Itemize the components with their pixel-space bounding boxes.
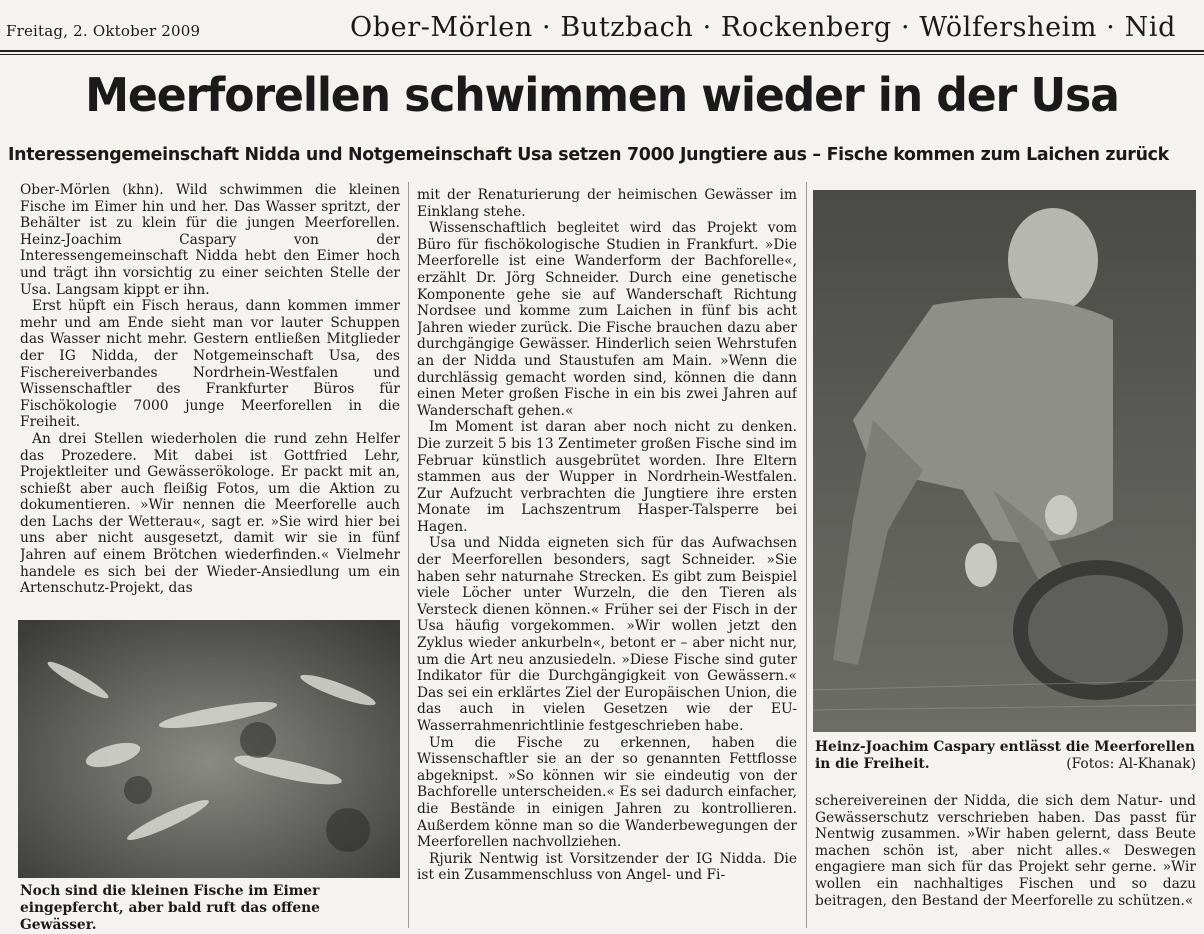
article-column-3 xyxy=(815,793,1196,928)
photo-caption: Noch sind die kleinen Fische im Eimer eingepfercht, aber bald ruft das offene Gewässer. xyxy=(20,883,320,933)
subheadline: Interessengemeinschaft Nidda und Notgemeinschaft Usa setzen 7000 Jungtiere aus – Fische kommen zum Laichen zurück xyxy=(8,145,1169,165)
paragraph: Erst hüpft ein Fisch heraus, dann kommen immer mehr und am Ende sieht man vor lauter Schuppen das Wasser nicht mehr. Gestern entließen Mitglieder der IG Nidda, der Notgemeinschaft Usa, des Fischereiverbandes Nordrhein-Westfalen und Wissenschaftler des Frankfurter Büros für Fischökologie 7000 junge Meerforellen in die Freiheit. xyxy=(20,298,400,431)
article-column-2 xyxy=(417,187,797,928)
paragraph: mit der Renaturierung der heimischen Gewässer im Einklang stehe. xyxy=(417,187,797,220)
paragraph: Usa und Nidda eigneten sich für das Aufwachsen der Meerforellen besonders, sagt Schneider. »Sie haben sehr naturnahe Strecken. Es gibt zum Beispiel viele Löcher unter Wurzeln, die den Tieren als Versteck dienen können.« Früher sei der Fisch in der Usa häufig vorgekommen. »Wir wollen jetzt den Zyklus wieder ankurbeln«, betont er – aber nicht nur, um die Art neu anzusiedeln. »Diese Fische sind guter Indikator für die Durchgängigkeit von Gewässern.« Das sei ein erklärtes Ziel der Europäischen Union, die das auch in vielen Gesetzen wie der EU-Wasserrahmenrichtlinie festgeschrieben habe. xyxy=(417,535,797,734)
paragraph: Im Moment ist daran aber noch nicht zu denken. Die zurzeit 5 bis 13 Zentimeter großen Fische sind im Februar künstlich ausgebrütet worden. Ihre Eltern stammen aus der Wupper in Nordrhein-Westfalen. Zur Aufzucht verbrachten die Jungtiere ihre ersten Monate im Lachszentrum Hasper-Talsperre bei Hagen. xyxy=(417,419,797,535)
column-divider xyxy=(408,182,409,928)
paragraph: Rjurik Nentwig ist Vorsitzender der IG Nidda. Die ist ein Zusammenschluss von Angel- und Fi- xyxy=(417,850,797,884)
paragraph: An drei Stellen wiederholen die rund zehn Helfer das Prozedere. Mit dabei ist Gottfried Lehr, Projektleiter und Gewässerökologe. Er packt mit an, schießt aber auch fleißig Fotos, um die Aktion zu dokumentieren. »Wir nennen die Meerforelle auch den Lachs der Wetterau«, sagt er. »Sie wird hier bei uns aber nicht ausgesetzt, damit wir sie in fünf Jahren auf einem Brötchen wiederfinden.« Vielmehr handele es sich bei der Wieder-Ansiedlung um ein Artenschutz-Projekt, das xyxy=(20,430,400,597)
headline: Meerforellen schwimmen wieder in der Usa xyxy=(85,68,1119,122)
paragraph: schereivereinen der Nidda, die sich dem Natur- und Gewässerschutz verschrieben haben. Das passt für Nentwig zusammen. »Wir haben gelernt, dass Beute machen schön ist, aber nicht alles.« Deswegen engagiere man sich für das Projekt sehr gerne. »Wir wollen ein nachhaltiges Fischen und so dazu beitragen, den Bestand der Meerforelle zu schützen.« xyxy=(815,793,1196,909)
header-rule xyxy=(0,50,1204,52)
caption-text: Heinz-Joachim Caspary entlässt die Meerforellen in die Freiheit. xyxy=(815,739,1195,772)
photo-man-releasing-fish xyxy=(813,190,1196,732)
dateline: Freitag, 2. Oktober 2009 xyxy=(6,22,201,40)
section-places: Ober-Mörlen · Butzbach · Rockenberg · Wölfersheim · Nid xyxy=(350,12,1177,43)
paragraph: Ober-Mörlen (khn). Wild schwimmen die kleinen Fische im Eimer hin und her. Das Wasser spritzt, der Behälter ist zu klein für die jungen Meerforellen. Heinz-Joachim Caspary von der Interessengemeinschaft Nidda hebt den Eimer hoch und trägt ihn vorsichtig zu einer seichten Stelle der Usa. Langsam kippt er ihn. xyxy=(20,182,400,298)
column-divider xyxy=(806,182,807,928)
photo-caption xyxy=(815,739,1196,773)
article-column-1 xyxy=(20,182,400,612)
paragraph: Wissenschaftlich begleitet wird das Projekt vom Büro für fischökologische Studien in Frankfurt. »Die Meerforelle ist eine Wanderform der Bachforelle«, erzählt Dr. Jörg Schneider. Durch eine genetische Komponente gehe sie auf Wanderschaft Richtung Nordsee und komme zum Laichen in fünf bis acht Jahren wieder zurück. Die Fische brauchen dazu aber durchgängige Gewässer. Hinderlich seien Wehrstufen an der Nidda und Staustufen am Main. »Wenn die durchlässig gemacht worden sind, können die dann einen Meter großen Fische in ein bis zwei Jahren auf Wanderschaft gehen.« xyxy=(417,220,797,419)
photo-credit: (Fotos: Al-Khanak) xyxy=(1066,756,1196,772)
paragraph: Um die Fische zu erkennen, haben die Wissenschaftler sie an der so genannten Fettflosse abgeknipst. »So können wir sie eindeutig von der Bachforelle unterscheiden.« Es sei dadurch einfacher, die Bestände in einigen Jahren zu kontrollieren. Außerdem könne man so die Wanderbewegungen der Meerforellen nachvollziehen. xyxy=(417,734,797,851)
header-rule-thin xyxy=(0,54,1204,55)
photo-fish-in-bucket xyxy=(18,620,400,878)
